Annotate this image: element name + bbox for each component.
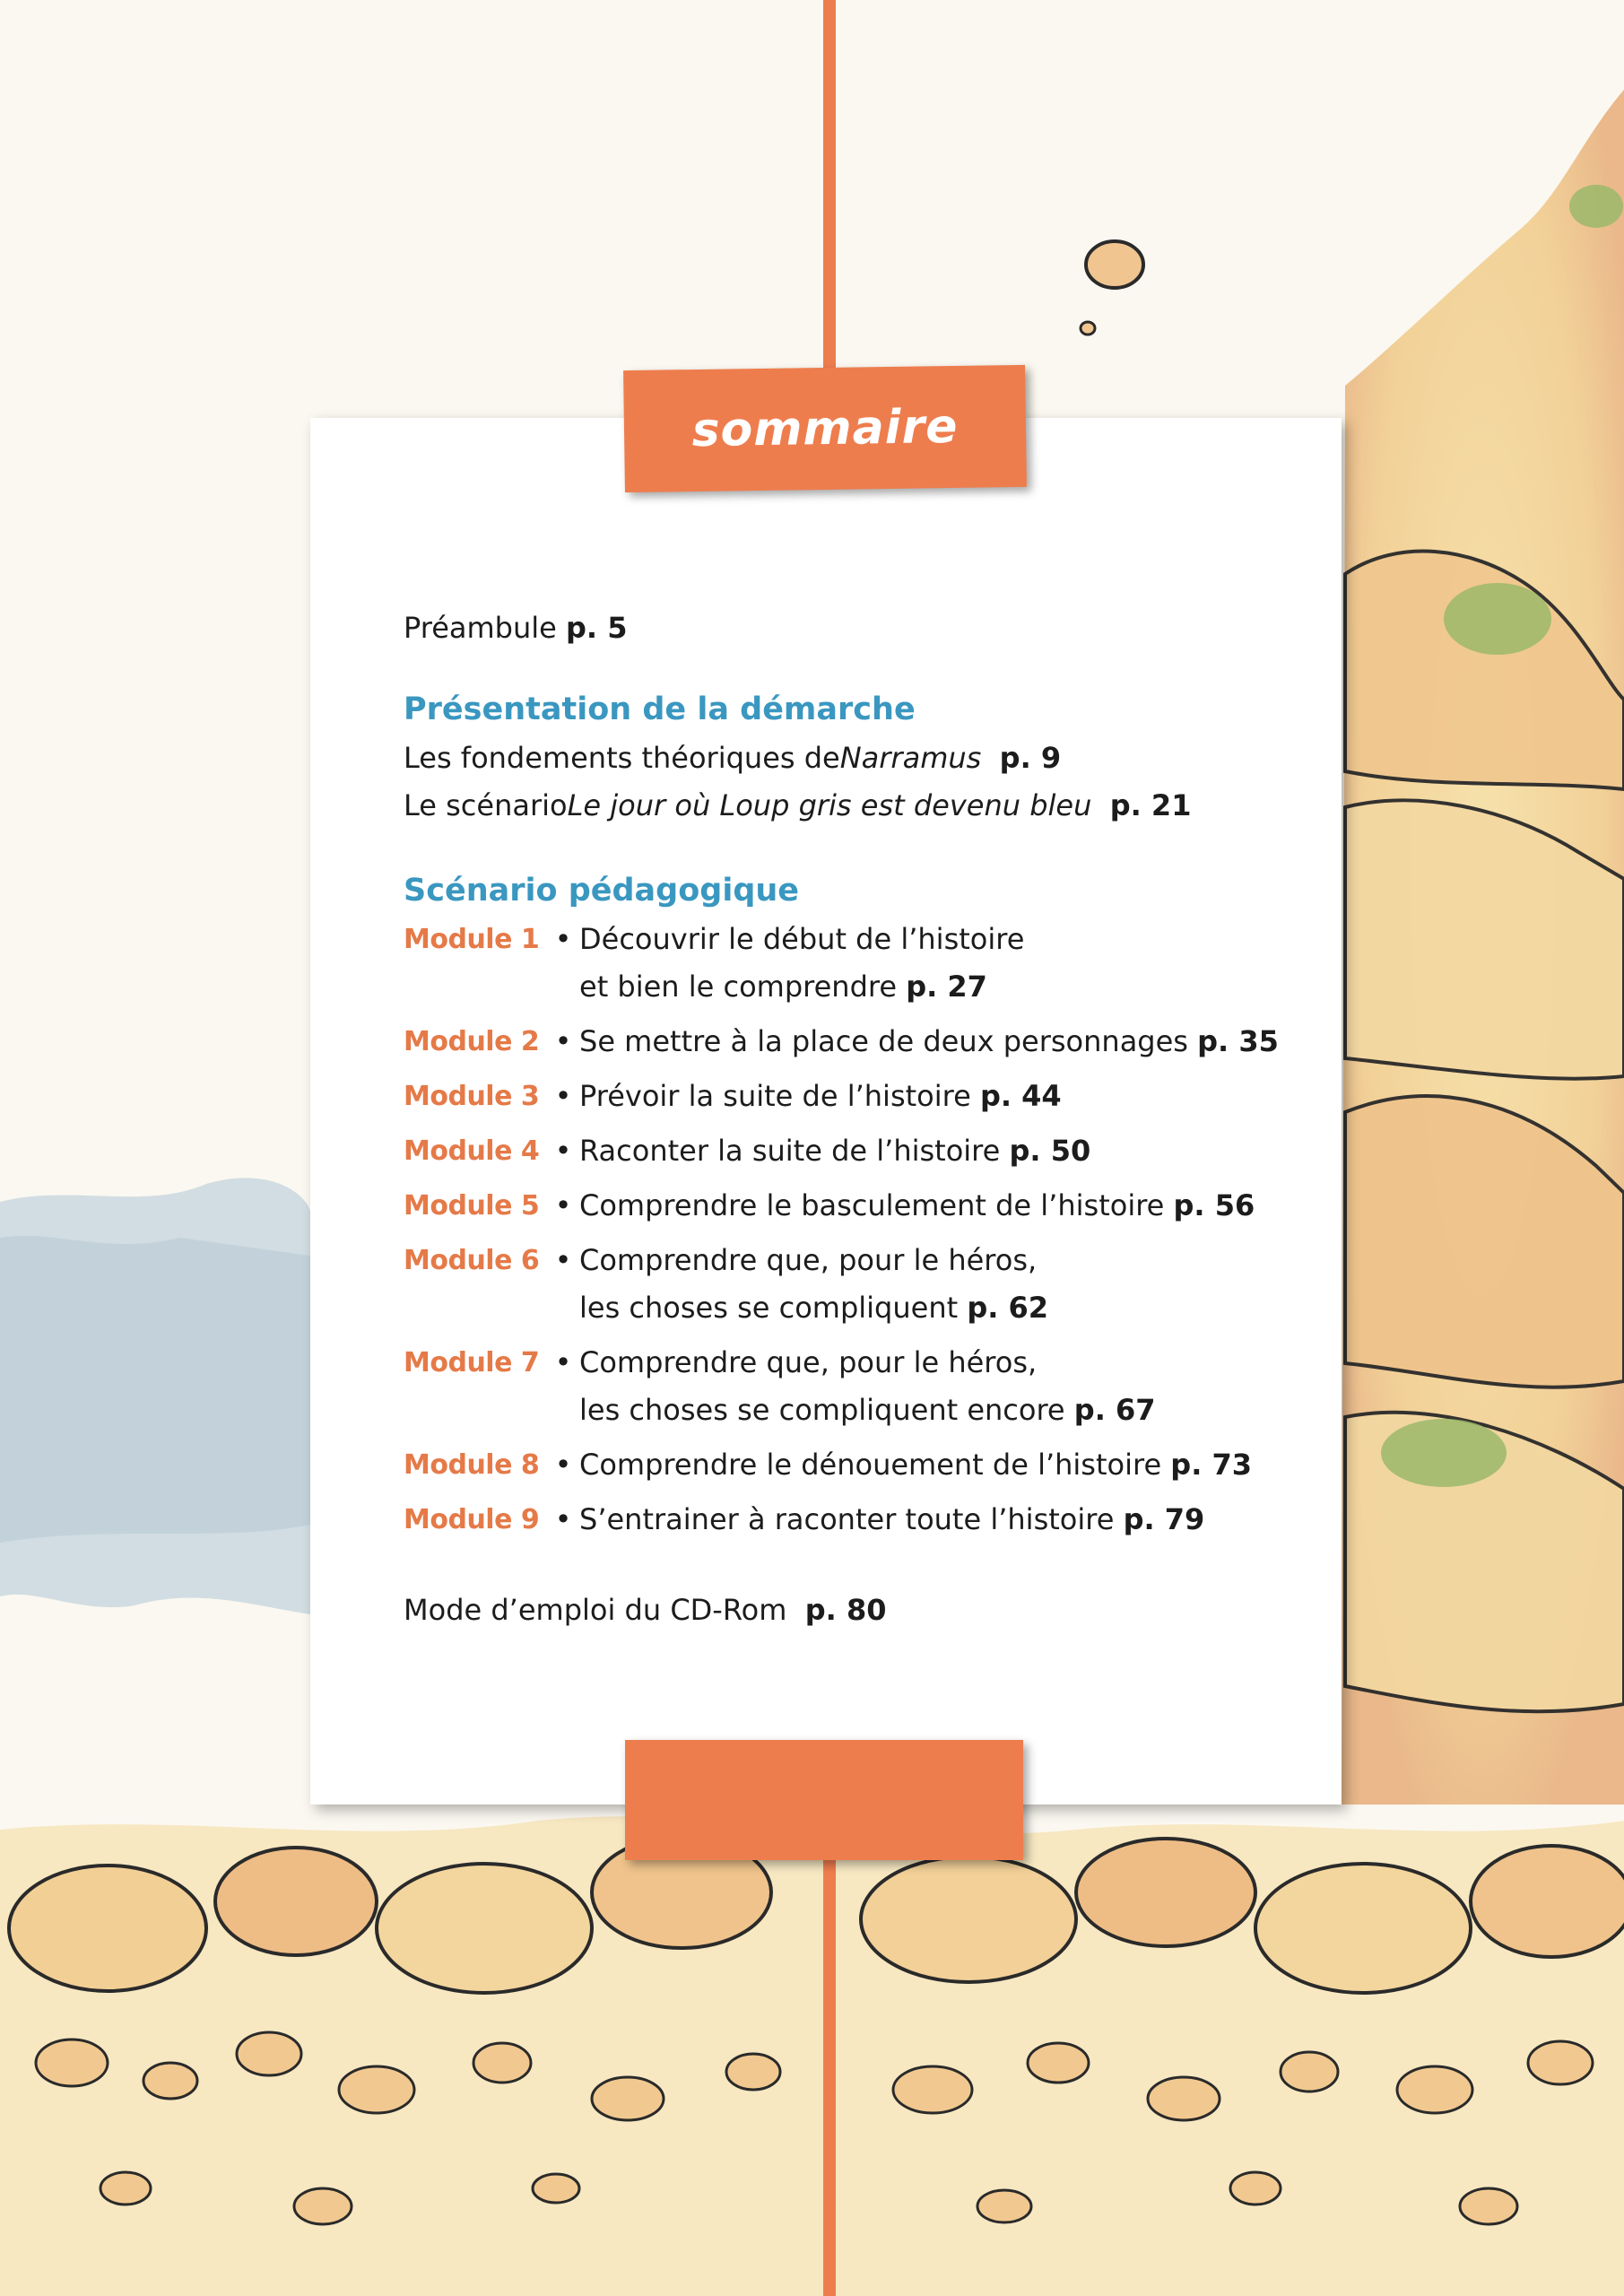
module-text bbox=[579, 1441, 1252, 1489]
toc-entry-module-2[interactable] bbox=[404, 1018, 1300, 1065]
module-line1: Découvrir le début de l’histoire bbox=[579, 922, 1025, 956]
module-label: Module 8 bbox=[404, 1449, 540, 1481]
entry-page: p. 73 bbox=[1170, 1448, 1253, 1482]
module-line1: Comprendre le basculement de l’histoire bbox=[579, 1188, 1165, 1222]
entry-page: p. 21 bbox=[1109, 788, 1192, 822]
module-text bbox=[579, 1018, 1279, 1065]
module-label: Module 6 bbox=[404, 1245, 540, 1276]
bullet-icon: • bbox=[554, 1448, 572, 1482]
module-text bbox=[579, 1237, 1048, 1332]
module-text bbox=[579, 916, 1024, 1011]
module-label: Module 9 bbox=[404, 1504, 540, 1535]
module-text bbox=[579, 1496, 1204, 1544]
section-heading-scenario: Scénario pédagogique bbox=[404, 873, 800, 909]
module-label: Module 1 bbox=[404, 924, 540, 955]
bottom-tab bbox=[625, 1740, 1023, 1860]
module-line1: Se mettre à la place de deux personnages bbox=[579, 1024, 1188, 1058]
module-line1: Comprendre que, pour le héros, bbox=[579, 1345, 1038, 1379]
entry-italic-title: Le jour où Loup gris est devenu bleu bbox=[567, 788, 1092, 822]
module-line1: Raconter la suite de l’histoire bbox=[579, 1134, 1001, 1168]
toc-entry-fondements[interactable] bbox=[404, 735, 1300, 782]
toc-entry-module-8[interactable] bbox=[404, 1441, 1300, 1489]
section-heading-presentation: Présentation de la démarche bbox=[404, 691, 916, 727]
bullet-icon: • bbox=[554, 922, 572, 956]
toc-entry-cdrom[interactable] bbox=[404, 1587, 1300, 1634]
entry-page: p. 44 bbox=[979, 1079, 1062, 1113]
toc-entry-preambule[interactable] bbox=[404, 604, 1300, 652]
module-label: Module 5 bbox=[404, 1190, 540, 1222]
entry-label: Préambule bbox=[404, 611, 557, 645]
toc-entry-scenario[interactable] bbox=[404, 782, 1300, 830]
module-line2: et bien le comprendre bbox=[579, 970, 898, 1004]
toc-entry-module-1[interactable] bbox=[404, 916, 1300, 1011]
bullet-icon: • bbox=[554, 1502, 572, 1536]
entry-page: p. 67 bbox=[1073, 1393, 1156, 1427]
module-label: Module 4 bbox=[404, 1135, 540, 1167]
table-of-contents bbox=[404, 604, 1300, 1634]
entry-label: Les fondements théoriques de bbox=[404, 741, 840, 775]
toc-entry-module-5[interactable] bbox=[404, 1182, 1300, 1230]
entry-page: p. 62 bbox=[967, 1291, 1049, 1325]
entry-page: p. 27 bbox=[906, 970, 987, 1004]
entry-page: p. 35 bbox=[1197, 1024, 1279, 1058]
entry-page: p. 9 bbox=[999, 741, 1062, 775]
module-text bbox=[579, 1339, 1156, 1434]
module-text bbox=[579, 1182, 1255, 1230]
bullet-icon: • bbox=[554, 1024, 572, 1058]
entry-page: p. 79 bbox=[1123, 1502, 1205, 1536]
bullet-icon: • bbox=[554, 1079, 572, 1113]
module-text bbox=[579, 1127, 1090, 1175]
module-line1: Prévoir la suite de l’histoire bbox=[579, 1079, 971, 1113]
bullet-icon: • bbox=[554, 1134, 572, 1168]
toc-entry-module-9[interactable] bbox=[404, 1496, 1300, 1544]
bullet-icon: • bbox=[554, 1243, 572, 1277]
module-label: Module 7 bbox=[404, 1347, 540, 1378]
module-line1: S’entrainer à raconter toute l’histoire bbox=[579, 1502, 1115, 1536]
toc-entry-module-4[interactable] bbox=[404, 1127, 1300, 1175]
entry-page: p. 50 bbox=[1009, 1134, 1091, 1168]
module-list bbox=[404, 916, 1300, 1544]
top-vertical-line bbox=[823, 0, 836, 377]
title-tab bbox=[623, 365, 1027, 492]
bullet-icon: • bbox=[554, 1345, 572, 1379]
entry-label: Mode d’emploi du CD-Rom bbox=[404, 1593, 787, 1627]
entry-page: p. 80 bbox=[804, 1593, 887, 1627]
entry-page: p. 56 bbox=[1173, 1188, 1255, 1222]
module-label: Module 2 bbox=[404, 1026, 540, 1057]
entry-label: Le scénario bbox=[404, 788, 568, 822]
entry-page: p. 5 bbox=[566, 611, 628, 645]
toc-entry-module-3[interactable] bbox=[404, 1073, 1300, 1120]
module-line1: Comprendre que, pour le héros, bbox=[579, 1243, 1038, 1277]
module-line1: Comprendre le dénouement de l’histoire bbox=[579, 1448, 1162, 1482]
module-line2: les choses se compliquent bbox=[579, 1291, 959, 1325]
bullet-icon: • bbox=[554, 1188, 572, 1222]
module-label: Module 3 bbox=[404, 1081, 540, 1112]
module-text bbox=[579, 1073, 1062, 1120]
bottom-vertical-line bbox=[823, 1857, 836, 2296]
entry-italic-title: Narramus bbox=[839, 741, 982, 775]
toc-entry-module-6[interactable] bbox=[404, 1237, 1300, 1332]
page-title: sommaire bbox=[691, 399, 959, 458]
toc-entry-module-7[interactable] bbox=[404, 1339, 1300, 1434]
module-line2: les choses se compliquent encore bbox=[579, 1393, 1065, 1427]
